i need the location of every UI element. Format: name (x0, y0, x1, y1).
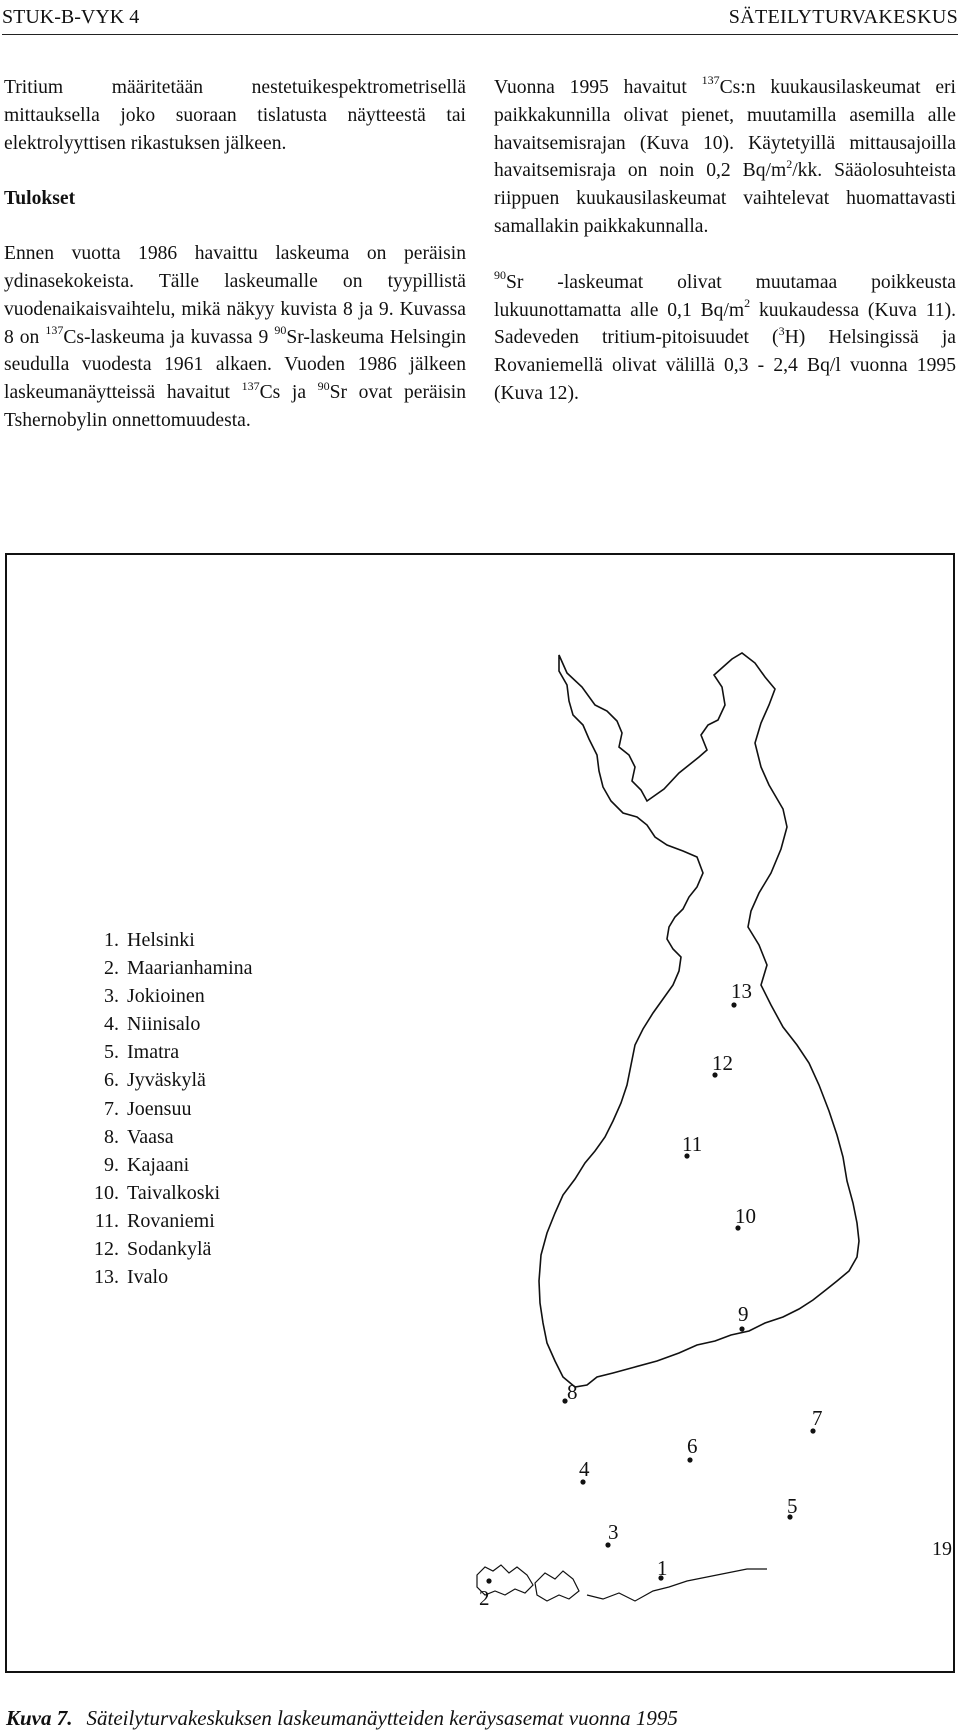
caption-text: Säteilyturvakeskuksen laskeumanäytteiden keräysasemat vuonna 1995 (86, 1706, 678, 1730)
station-markers (486, 1002, 815, 1583)
legend-number: 10. (94, 1181, 119, 1204)
station-label-3: 3 (608, 1520, 619, 1544)
station-label-1: 1 (657, 1556, 668, 1580)
legend-station-name: Jyväskylä (127, 1069, 206, 1092)
legend-station-name: Helsinki (127, 929, 195, 951)
paragraph-tritium: Tritium määritetään nestetuikespektrometrisellä mittauksella joko suoraan tislatusta näytteestä tai elektrolyyttisen rikastuksen jälkeen. (4, 77, 466, 154)
legend-item (85, 1123, 253, 1151)
legend-item (85, 1235, 253, 1263)
legend-number: 3. (104, 985, 119, 1008)
station-label-12: 12 (712, 1051, 733, 1075)
south-coast-islands (477, 1565, 767, 1601)
paragraph-cs-deposition: Vuonna 1995 havaitut $^{137}$Cs:n kuukausilaskeumat eri paikkakunnilla olivat pienet, muutamilla asemilla alle havaitsemisrajan (Kuva 10). Käytetyillä mittausajoilla havaitsemisraja on noin 0,2 $Bq/m^2/kk$. Sääolosuhteista riippuen kuukausilaskeumat vaihtelevat huomattavasti samallakin paikkakunnalla. (494, 73, 956, 237)
station-label-8: 8 (567, 1380, 578, 1404)
station-label-4: 4 (579, 1457, 590, 1481)
station-label-13: 13 (731, 979, 752, 1003)
station-marker-6 (687, 1457, 692, 1462)
figure-caption (6, 1706, 678, 1731)
station-label-9: 9 (738, 1302, 749, 1326)
page-header (2, 4, 958, 35)
legend-station-name: Niinisalo (127, 1013, 201, 1036)
station-label-6: 6 (687, 1434, 698, 1458)
report-id: STUK-B-VYK 4 (2, 6, 140, 28)
legend-number: 13. (94, 1266, 119, 1289)
legend-station-name: Taivalkoski (127, 1181, 221, 1204)
legend-item (85, 1207, 253, 1235)
figure-map-frame (5, 553, 955, 1673)
station-marker-13 (731, 1002, 736, 1007)
station-marker-2 (486, 1578, 491, 1583)
legend-station-name: Jokioinen (127, 985, 205, 1008)
legend-item (85, 954, 253, 982)
station-label-5: 5 (787, 1494, 798, 1518)
caption-label: Kuva 7. (6, 1706, 73, 1730)
legend-number: 2. (104, 957, 119, 980)
legend-number: 4. (104, 1013, 119, 1036)
station-marker-9 (739, 1326, 744, 1331)
legend-item (85, 1095, 253, 1123)
station-label-2: 2 (479, 1586, 490, 1610)
legend-item (85, 1066, 253, 1094)
legend-station-name: Rovaniemi (127, 1209, 215, 1232)
station-label-7: 7 (812, 1406, 823, 1430)
legend-number: 8. (104, 1125, 119, 1148)
legend-number: 1. (104, 929, 119, 951)
legend-station-name: Kajaani (127, 1153, 190, 1176)
legend-number: 5. (104, 1041, 119, 1064)
publisher-name: SÄTEILYTURVAKESKUS (728, 6, 958, 28)
legend-number: 6. (104, 1069, 119, 1092)
section-heading: Tulokset (4, 188, 76, 210)
page-number: 19 (932, 1538, 952, 1560)
finland-outline (539, 653, 859, 1387)
legend-station-name: Joensuu (127, 1097, 192, 1120)
legend-item (85, 1038, 253, 1066)
legend-item (85, 1263, 253, 1291)
right-column (494, 74, 956, 408)
left-column (4, 74, 466, 435)
legend-number: 9. (104, 1153, 119, 1176)
legend-number: 11. (94, 1209, 119, 1232)
legend-number: 7. (104, 1097, 119, 1120)
legend-item (85, 1179, 253, 1207)
station-label-10: 10 (735, 1204, 756, 1228)
paragraph-sr-deposition: $^{90}$Sr -laskeumat olivat muutamaa poikkeusta lukuunottamatta alle 0,1 $Bq/m^2$ kuukaudessa (Kuva 11). Sadeveden tritium-pitoisuudet ($^3$H) Helsingissä ja Rovaniemellä olivat välillä 0,3 - 2,4 Bq/l vuonna 1995 (Kuva 12). (494, 268, 956, 404)
legend-item (85, 1151, 253, 1179)
legend-station-name: Maarianhamina (127, 957, 253, 980)
legend-station-name: Ivalo (127, 1266, 169, 1289)
legend-item (85, 926, 253, 954)
legend-station-name: Vaasa (127, 1125, 174, 1148)
station-label-11: 11 (682, 1132, 703, 1156)
station-labels (479, 979, 823, 1610)
legend-item (85, 1010, 253, 1038)
station-legend (85, 926, 253, 1291)
legend-number: 12. (94, 1238, 119, 1261)
legend-item (85, 982, 253, 1010)
legend-station-name: Imatra (127, 1041, 180, 1064)
paragraph-results: Ennen vuotta 1986 havaittu laskeuma on peräisin ydinasekokeista. Tälle laskeumalle on tyypillistä vuodenaikaisvaihtelu, mikä näkyy kuvista 8 ja 9. Kuvassa 8 on $^{137}$Cs-laskeuma ja kuvassa 9 $^{90}$Sr-laskeuma Helsingin seudulla vuodesta 1961 alkaen. Vuoden 1986 jälkeen laskeumanäytteissä havaitut $^{137}$Cs ja $^{90}$Sr ovat peräisin Tshernobylin onnettomuudesta. (4, 243, 467, 431)
legend-station-name: Sodankylä (127, 1238, 212, 1261)
